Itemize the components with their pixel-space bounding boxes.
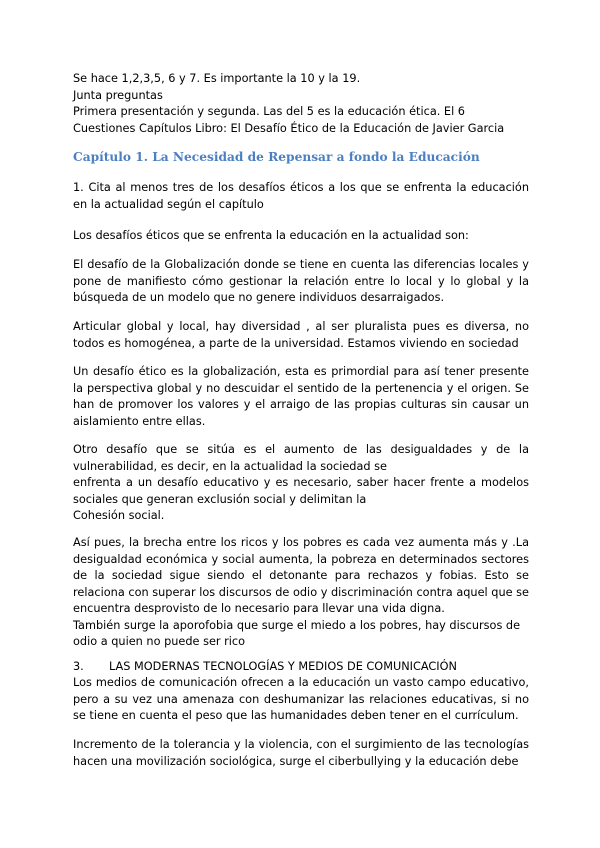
intro-notes <box>73 71 529 137</box>
paragraph-text: Cohesión social. <box>73 509 165 522</box>
intro-line: Cuestiones Capítulos Libro: El Desafío Ético de la Educación de Javier Garcia <box>73 121 505 135</box>
section-3-heading <box>73 659 529 676</box>
intro-line: Primera presentación y segunda. Las del 5 es la educación ética. El 6 <box>73 105 465 118</box>
paragraph-asi-pues <box>73 535 529 651</box>
answer-intro: Los desafíos éticos que se enfrenta la educación en la actualidad son: <box>73 229 469 242</box>
intro-line: Junta preguntas <box>73 88 163 102</box>
paragraph-incremento: Incremento de la tolerancia y la violencia, con el surgimiento de las tecnologías hacen una movilización sociológica, surge el ciberbullying y la educación debe <box>73 738 529 768</box>
paragraph-text: También surge la aporofobia que surge el miedo a los pobres, hay discursos de odio a quien no puede ser rico <box>73 618 521 648</box>
paragraph-desafio: Un desafío ético es la globalización, esta es primordial para así tener presente la perspectiva global y no descuidar el sentido de la pertenencia y el origen. Se han de promover los valores y el arraigo de las propias culturas sin causar un aislamiento entre ellas. <box>73 365 529 428</box>
paragraph-globalizacion: El desafío de la Globalización donde se tiene en cuenta las diferencias locales y pone de manifiesto cómo gestionar la relación entre lo local y lo global y la búsqueda de un modelo que no genere individuos desarraigados. <box>73 258 529 304</box>
intro-line: Se hace 1,2,3,5, 6 y 7. Es importante la 10 y la 19. <box>73 72 361 85</box>
section-title: LAS MODERNAS TECNOLOGÍAS Y MEDIOS DE COMUNICACIÓN <box>109 660 457 673</box>
question-1: 1. Cita al menos tres de los desafíos éticos a los que se enfrenta la educación en la actualidad según el capítulo <box>73 181 529 211</box>
paragraph-text: Así pues, la brecha entre los ricos y los pobres es cada vez aumenta más y .La desigualdad económica y social aumenta, la pobreza en determinados sectores de la sociedad sigue siendo el detonante para rechazos y fobias. Esto se relaciona con superar los discursos de odio y discriminación contra aquel que se encuentra desprovisto de lo necesario para llevar una vida digna. <box>73 536 529 615</box>
chapter-heading: Capítulo 1. La Necesidad de Repensar a fondo la Educación <box>73 150 480 164</box>
paragraph-otro-desafio <box>73 442 529 525</box>
paragraph-articular: Articular global y local, hay diversidad , al ser pluralista pues es diversa, no todos es homogénea, a parte de la universidad. Estamos viviendo en sociedad <box>73 320 529 350</box>
section-number: 3. <box>73 660 84 673</box>
paragraph-text: Otro desafío que se sitúa es el aumento de las desigualdades y de la vulnerabilidad, es decir, en la actualidad la sociedad se <box>73 443 529 473</box>
section-3-body: Los medios de comunicación ofrecen a la educación un vasto campo educativo, pero a su vez una amenaza con deshumanizar las relaciones educativas, si no se tiene en cuenta el peso que las humanidades deben tener en el currículum. <box>73 676 529 722</box>
paragraph-text: enfrenta a un desafío educativo y es necesario, saber hacer frente a modelos sociales que generan exclusión social y delimitan la <box>73 476 529 506</box>
